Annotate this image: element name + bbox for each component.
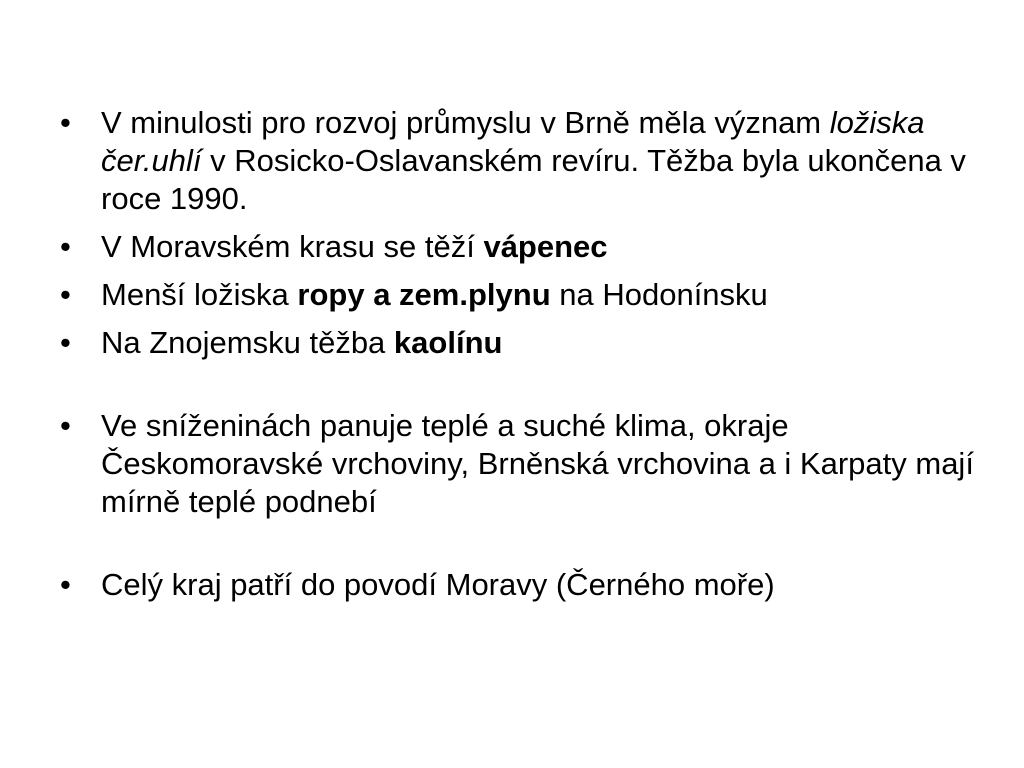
- bullet-item-oil-gas: [60, 276, 980, 314]
- bullet-text: V Moravském krasu se těží: [101, 229, 484, 264]
- bullet-item-climate: [60, 407, 980, 521]
- bullet-icon: •: [60, 408, 71, 443]
- bullet-emphasis: ložiska čer.uhlí: [101, 105, 925, 178]
- bullet-icon: •: [60, 105, 71, 140]
- bullet-text: v Rosicko-Oslavanském revíru. Těžba byla ukončena v roce 1990.: [101, 143, 966, 216]
- bullet-icon: •: [60, 277, 71, 312]
- bullet-icon: •: [60, 229, 71, 264]
- bullet-bold: ropy a zem.plynu: [297, 277, 551, 312]
- bullet-text: V minulosti pro rozvoj průmyslu v Brně měla význam: [101, 105, 830, 140]
- bullet-item-river-basin: [60, 566, 980, 604]
- bullet-icon: •: [60, 325, 71, 360]
- bullet-list: [60, 104, 980, 604]
- bullet-text: Na Znojemsku těžba: [101, 325, 394, 360]
- bullet-bold: vápenec: [483, 229, 608, 264]
- bullet-item-limestone: [60, 228, 980, 266]
- bullet-text: na Hodonínsku: [550, 277, 768, 312]
- bullet-text: Celý kraj patří do povodí Moravy (Černého moře): [101, 567, 775, 602]
- bullet-bold: kaolínu: [393, 325, 503, 360]
- bullet-text: Ve sníženinách panuje teplé a suché klima, okraje Českomoravské vrchoviny, Brněnská vrchovina a i Karpaty mají mírně teplé podnebí: [101, 408, 974, 519]
- bullet-text: Menší ložiska: [101, 277, 298, 312]
- bullet-icon: •: [60, 567, 71, 602]
- bullet-item-coal: [60, 104, 980, 218]
- bullet-item-kaolin: [60, 324, 980, 362]
